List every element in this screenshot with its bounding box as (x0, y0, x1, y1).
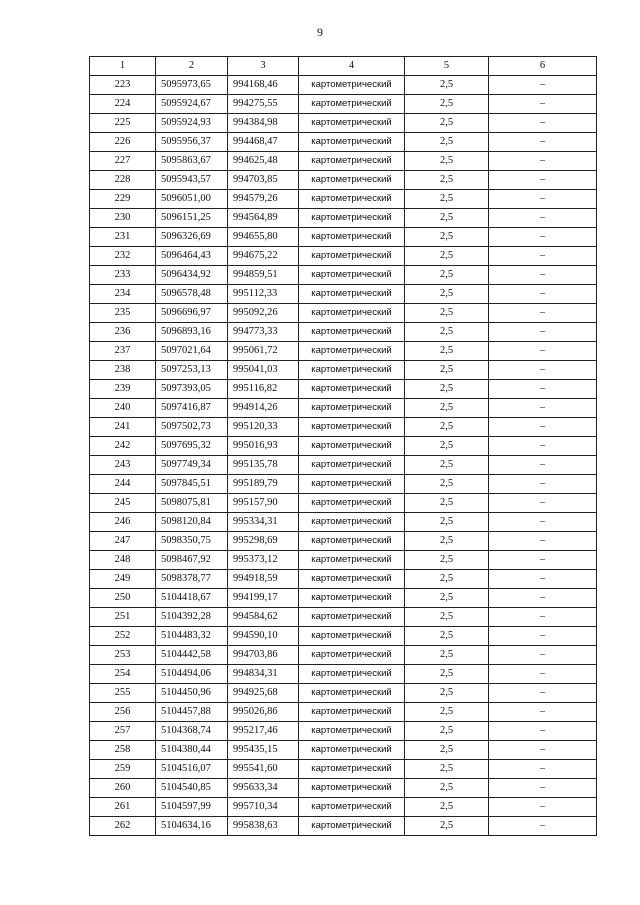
note-cell: – (489, 608, 597, 627)
table-row (90, 304, 597, 323)
accuracy-cell: 2,5 (405, 722, 489, 741)
method-cell: картометрический (299, 76, 405, 95)
x-coordinate-cell: 5097845,51 (156, 475, 228, 494)
y-coordinate-cell: 995120,33 (228, 418, 299, 437)
point-number-cell: 244 (90, 475, 156, 494)
point-number-cell: 248 (90, 551, 156, 570)
table-row (90, 190, 597, 209)
table-row (90, 494, 597, 513)
x-coordinate-cell: 5095973,65 (156, 76, 228, 95)
method-cell: картометрический (299, 551, 405, 570)
note-cell: – (489, 133, 597, 152)
note-cell: – (489, 760, 597, 779)
method-cell: картометрический (299, 266, 405, 285)
accuracy-cell: 2,5 (405, 627, 489, 646)
x-coordinate-cell: 5095956,37 (156, 133, 228, 152)
y-coordinate-cell: 994834,31 (228, 665, 299, 684)
x-coordinate-cell: 5097393,05 (156, 380, 228, 399)
point-number-cell: 241 (90, 418, 156, 437)
method-cell: картометрический (299, 646, 405, 665)
note-cell: – (489, 342, 597, 361)
y-coordinate-cell: 995061,72 (228, 342, 299, 361)
table-row (90, 703, 597, 722)
accuracy-cell: 2,5 (405, 114, 489, 133)
method-cell: картометрический (299, 285, 405, 304)
note-cell: – (489, 779, 597, 798)
table-row (90, 399, 597, 418)
note-cell: – (489, 570, 597, 589)
point-number-cell: 254 (90, 665, 156, 684)
y-coordinate-cell: 994773,33 (228, 323, 299, 342)
y-coordinate-cell: 994584,62 (228, 608, 299, 627)
note-cell: – (489, 114, 597, 133)
table-row (90, 456, 597, 475)
x-coordinate-cell: 5096051,00 (156, 190, 228, 209)
method-cell: картометрический (299, 665, 405, 684)
note-cell: – (489, 665, 597, 684)
y-coordinate-cell: 995189,79 (228, 475, 299, 494)
point-number-cell: 232 (90, 247, 156, 266)
table-row (90, 779, 597, 798)
point-number-cell: 234 (90, 285, 156, 304)
point-number-cell: 260 (90, 779, 156, 798)
table-row (90, 437, 597, 456)
y-coordinate-cell: 994564,89 (228, 209, 299, 228)
note-cell: – (489, 684, 597, 703)
table-row (90, 608, 597, 627)
accuracy-cell: 2,5 (405, 665, 489, 684)
column-header-5: 5 (405, 57, 489, 76)
x-coordinate-cell: 5104450,96 (156, 684, 228, 703)
accuracy-cell: 2,5 (405, 76, 489, 95)
point-number-cell: 261 (90, 798, 156, 817)
point-number-cell: 226 (90, 133, 156, 152)
method-cell: картометрический (299, 779, 405, 798)
table-row (90, 570, 597, 589)
method-cell: картометрический (299, 323, 405, 342)
point-number-cell: 238 (90, 361, 156, 380)
note-cell: – (489, 209, 597, 228)
method-cell: картометрический (299, 437, 405, 456)
y-coordinate-cell: 994625,48 (228, 152, 299, 171)
x-coordinate-cell: 5095943,57 (156, 171, 228, 190)
method-cell: картометрический (299, 475, 405, 494)
note-cell: – (489, 532, 597, 551)
x-coordinate-cell: 5098075,81 (156, 494, 228, 513)
x-coordinate-cell: 5098378,77 (156, 570, 228, 589)
accuracy-cell: 2,5 (405, 209, 489, 228)
note-cell: – (489, 627, 597, 646)
point-number-cell: 262 (90, 817, 156, 836)
x-coordinate-cell: 5098350,75 (156, 532, 228, 551)
note-cell: – (489, 437, 597, 456)
accuracy-cell: 2,5 (405, 152, 489, 171)
x-coordinate-cell: 5104483,32 (156, 627, 228, 646)
method-cell: картометрический (299, 817, 405, 836)
table-row (90, 133, 597, 152)
method-cell: картометрический (299, 741, 405, 760)
accuracy-cell: 2,5 (405, 361, 489, 380)
y-coordinate-cell: 995112,33 (228, 285, 299, 304)
y-coordinate-cell: 994703,85 (228, 171, 299, 190)
method-cell: картометрический (299, 342, 405, 361)
table-row (90, 684, 597, 703)
method-cell: картометрический (299, 570, 405, 589)
point-number-cell: 223 (90, 76, 156, 95)
point-number-cell: 233 (90, 266, 156, 285)
table-row (90, 722, 597, 741)
accuracy-cell: 2,5 (405, 703, 489, 722)
point-number-cell: 249 (90, 570, 156, 589)
accuracy-cell: 2,5 (405, 342, 489, 361)
table-row (90, 323, 597, 342)
y-coordinate-cell: 995092,26 (228, 304, 299, 323)
note-cell: – (489, 171, 597, 190)
method-cell: картометрический (299, 209, 405, 228)
table-row (90, 76, 597, 95)
y-coordinate-cell: 994199,17 (228, 589, 299, 608)
method-cell: картометрический (299, 114, 405, 133)
y-coordinate-cell: 995541,60 (228, 760, 299, 779)
y-coordinate-cell: 995026,86 (228, 703, 299, 722)
point-number-cell: 236 (90, 323, 156, 342)
accuracy-cell: 2,5 (405, 760, 489, 779)
x-coordinate-cell: 5104392,28 (156, 608, 228, 627)
y-coordinate-cell: 994925,68 (228, 684, 299, 703)
point-number-cell: 256 (90, 703, 156, 722)
accuracy-cell: 2,5 (405, 323, 489, 342)
x-coordinate-cell: 5096893,16 (156, 323, 228, 342)
column-header-6: 6 (489, 57, 597, 76)
note-cell: – (489, 247, 597, 266)
table-row (90, 209, 597, 228)
x-coordinate-cell: 5104516,07 (156, 760, 228, 779)
point-number-cell: 225 (90, 114, 156, 133)
accuracy-cell: 2,5 (405, 532, 489, 551)
table-row (90, 95, 597, 114)
note-cell: – (489, 228, 597, 247)
accuracy-cell: 2,5 (405, 437, 489, 456)
x-coordinate-cell: 5097749,34 (156, 456, 228, 475)
point-number-cell: 253 (90, 646, 156, 665)
y-coordinate-cell: 994655,80 (228, 228, 299, 247)
y-coordinate-cell: 994675,22 (228, 247, 299, 266)
accuracy-cell: 2,5 (405, 285, 489, 304)
point-number-cell: 229 (90, 190, 156, 209)
method-cell: картометрический (299, 703, 405, 722)
column-header-2: 2 (156, 57, 228, 76)
note-cell: – (489, 456, 597, 475)
x-coordinate-cell: 5104380,44 (156, 741, 228, 760)
method-cell: картометрический (299, 513, 405, 532)
x-coordinate-cell: 5097695,32 (156, 437, 228, 456)
table-row (90, 665, 597, 684)
note-cell: – (489, 380, 597, 399)
method-cell: картометрический (299, 152, 405, 171)
x-coordinate-cell: 5095863,67 (156, 152, 228, 171)
method-cell: картометрический (299, 532, 405, 551)
table-row (90, 760, 597, 779)
note-cell: – (489, 285, 597, 304)
accuracy-cell: 2,5 (405, 95, 489, 114)
point-number-cell: 250 (90, 589, 156, 608)
point-number-cell: 255 (90, 684, 156, 703)
y-coordinate-cell: 995217,46 (228, 722, 299, 741)
accuracy-cell: 2,5 (405, 228, 489, 247)
method-cell: картометрический (299, 494, 405, 513)
y-coordinate-cell: 994703,86 (228, 646, 299, 665)
x-coordinate-cell: 5104457,88 (156, 703, 228, 722)
x-coordinate-cell: 5096464,43 (156, 247, 228, 266)
point-number-cell: 257 (90, 722, 156, 741)
y-coordinate-cell: 995157,90 (228, 494, 299, 513)
table-row (90, 266, 597, 285)
column-header-1: 1 (90, 57, 156, 76)
y-coordinate-cell: 994918,59 (228, 570, 299, 589)
method-cell: картометрический (299, 247, 405, 266)
note-cell: – (489, 323, 597, 342)
accuracy-cell: 2,5 (405, 817, 489, 836)
method-cell: картометрический (299, 380, 405, 399)
table-row (90, 532, 597, 551)
y-coordinate-cell: 995838,63 (228, 817, 299, 836)
accuracy-cell: 2,5 (405, 133, 489, 152)
x-coordinate-cell: 5097502,73 (156, 418, 228, 437)
note-cell: – (489, 646, 597, 665)
x-coordinate-cell: 5096696,97 (156, 304, 228, 323)
note-cell: – (489, 190, 597, 209)
table-row (90, 247, 597, 266)
y-coordinate-cell: 994859,51 (228, 266, 299, 285)
x-coordinate-cell: 5104368,74 (156, 722, 228, 741)
note-cell: – (489, 76, 597, 95)
table-row (90, 627, 597, 646)
accuracy-cell: 2,5 (405, 589, 489, 608)
table-row (90, 646, 597, 665)
note-cell: – (489, 304, 597, 323)
y-coordinate-cell: 995373,12 (228, 551, 299, 570)
point-number-cell: 252 (90, 627, 156, 646)
accuracy-cell: 2,5 (405, 551, 489, 570)
x-coordinate-cell: 5096434,92 (156, 266, 228, 285)
accuracy-cell: 2,5 (405, 418, 489, 437)
point-number-cell: 245 (90, 494, 156, 513)
method-cell: картометрический (299, 228, 405, 247)
method-cell: картометрический (299, 627, 405, 646)
table-row (90, 171, 597, 190)
note-cell: – (489, 95, 597, 114)
note-cell: – (489, 817, 597, 836)
column-header-3: 3 (228, 57, 299, 76)
table-row (90, 228, 597, 247)
x-coordinate-cell: 5097416,87 (156, 399, 228, 418)
y-coordinate-cell: 995135,78 (228, 456, 299, 475)
accuracy-cell: 2,5 (405, 247, 489, 266)
note-cell: – (489, 513, 597, 532)
table-row (90, 342, 597, 361)
point-number-cell: 246 (90, 513, 156, 532)
x-coordinate-cell: 5096326,69 (156, 228, 228, 247)
accuracy-cell: 2,5 (405, 399, 489, 418)
accuracy-cell: 2,5 (405, 456, 489, 475)
x-coordinate-cell: 5104494,06 (156, 665, 228, 684)
method-cell: картометрический (299, 95, 405, 114)
note-cell: – (489, 703, 597, 722)
note-cell: – (489, 399, 597, 418)
x-coordinate-cell: 5104442,58 (156, 646, 228, 665)
point-number-cell: 231 (90, 228, 156, 247)
x-coordinate-cell: 5098467,92 (156, 551, 228, 570)
table-body (90, 76, 597, 836)
point-number-cell: 237 (90, 342, 156, 361)
note-cell: – (489, 475, 597, 494)
x-coordinate-cell: 5096578,48 (156, 285, 228, 304)
table-row (90, 361, 597, 380)
y-coordinate-cell: 995435,15 (228, 741, 299, 760)
note-cell: – (489, 152, 597, 171)
y-coordinate-cell: 995016,93 (228, 437, 299, 456)
method-cell: картометрический (299, 399, 405, 418)
note-cell: – (489, 494, 597, 513)
method-cell: картометрический (299, 798, 405, 817)
x-coordinate-cell: 5095924,93 (156, 114, 228, 133)
accuracy-cell: 2,5 (405, 608, 489, 627)
point-number-cell: 247 (90, 532, 156, 551)
x-coordinate-cell: 5104418,67 (156, 589, 228, 608)
y-coordinate-cell: 995116,82 (228, 380, 299, 399)
point-number-cell: 258 (90, 741, 156, 760)
point-number-cell: 230 (90, 209, 156, 228)
point-number-cell: 235 (90, 304, 156, 323)
point-number-cell: 243 (90, 456, 156, 475)
table-row (90, 114, 597, 133)
note-cell: – (489, 551, 597, 570)
x-coordinate-cell: 5095924,67 (156, 95, 228, 114)
accuracy-cell: 2,5 (405, 646, 489, 665)
point-number-cell: 224 (90, 95, 156, 114)
y-coordinate-cell: 995334,31 (228, 513, 299, 532)
table-row (90, 380, 597, 399)
note-cell: – (489, 266, 597, 285)
method-cell: картометрический (299, 608, 405, 627)
x-coordinate-cell: 5096151,25 (156, 209, 228, 228)
method-cell: картометрический (299, 589, 405, 608)
accuracy-cell: 2,5 (405, 798, 489, 817)
point-number-cell: 239 (90, 380, 156, 399)
accuracy-cell: 2,5 (405, 513, 489, 532)
accuracy-cell: 2,5 (405, 475, 489, 494)
point-number-cell: 259 (90, 760, 156, 779)
table-row (90, 741, 597, 760)
x-coordinate-cell: 5098120,84 (156, 513, 228, 532)
accuracy-cell: 2,5 (405, 779, 489, 798)
method-cell: картометрический (299, 760, 405, 779)
method-cell: картометрический (299, 418, 405, 437)
y-coordinate-cell: 994468,47 (228, 133, 299, 152)
x-coordinate-cell: 5104540,85 (156, 779, 228, 798)
note-cell: – (489, 741, 597, 760)
accuracy-cell: 2,5 (405, 171, 489, 190)
method-cell: картометрический (299, 171, 405, 190)
y-coordinate-cell: 995633,34 (228, 779, 299, 798)
y-coordinate-cell: 994168,46 (228, 76, 299, 95)
page-number: 9 (317, 25, 323, 39)
table-row (90, 551, 597, 570)
method-cell: картометрический (299, 361, 405, 380)
y-coordinate-cell: 995041,03 (228, 361, 299, 380)
accuracy-cell: 2,5 (405, 380, 489, 399)
accuracy-cell: 2,5 (405, 266, 489, 285)
y-coordinate-cell: 994275,55 (228, 95, 299, 114)
method-cell: картометрический (299, 456, 405, 475)
accuracy-cell: 2,5 (405, 570, 489, 589)
x-coordinate-cell: 5097253,13 (156, 361, 228, 380)
note-cell: – (489, 722, 597, 741)
column-header-4: 4 (299, 57, 405, 76)
table-row (90, 285, 597, 304)
table-header-row (90, 57, 597, 76)
point-number-cell: 242 (90, 437, 156, 456)
accuracy-cell: 2,5 (405, 684, 489, 703)
accuracy-cell: 2,5 (405, 741, 489, 760)
point-number-cell: 227 (90, 152, 156, 171)
point-number-cell: 251 (90, 608, 156, 627)
table-row (90, 418, 597, 437)
method-cell: картометрический (299, 684, 405, 703)
table-row (90, 817, 597, 836)
y-coordinate-cell: 995710,34 (228, 798, 299, 817)
method-cell: картометрический (299, 133, 405, 152)
point-number-cell: 228 (90, 171, 156, 190)
y-coordinate-cell: 994914,26 (228, 399, 299, 418)
x-coordinate-cell: 5104634,16 (156, 817, 228, 836)
y-coordinate-cell: 994590,10 (228, 627, 299, 646)
x-coordinate-cell: 5104597,99 (156, 798, 228, 817)
accuracy-cell: 2,5 (405, 304, 489, 323)
table-row (90, 589, 597, 608)
accuracy-cell: 2,5 (405, 494, 489, 513)
note-cell: – (489, 361, 597, 380)
note-cell: – (489, 589, 597, 608)
x-coordinate-cell: 5097021,64 (156, 342, 228, 361)
y-coordinate-cell: 995298,69 (228, 532, 299, 551)
table-row (90, 475, 597, 494)
y-coordinate-cell: 994579,26 (228, 190, 299, 209)
method-cell: картометрический (299, 304, 405, 323)
point-number-cell: 240 (90, 399, 156, 418)
method-cell: картометрический (299, 190, 405, 209)
table-row (90, 152, 597, 171)
table-row (90, 513, 597, 532)
note-cell: – (489, 418, 597, 437)
y-coordinate-cell: 994384,98 (228, 114, 299, 133)
note-cell: – (489, 798, 597, 817)
accuracy-cell: 2,5 (405, 190, 489, 209)
coordinates-table (89, 56, 597, 836)
method-cell: картометрический (299, 722, 405, 741)
table-row (90, 798, 597, 817)
